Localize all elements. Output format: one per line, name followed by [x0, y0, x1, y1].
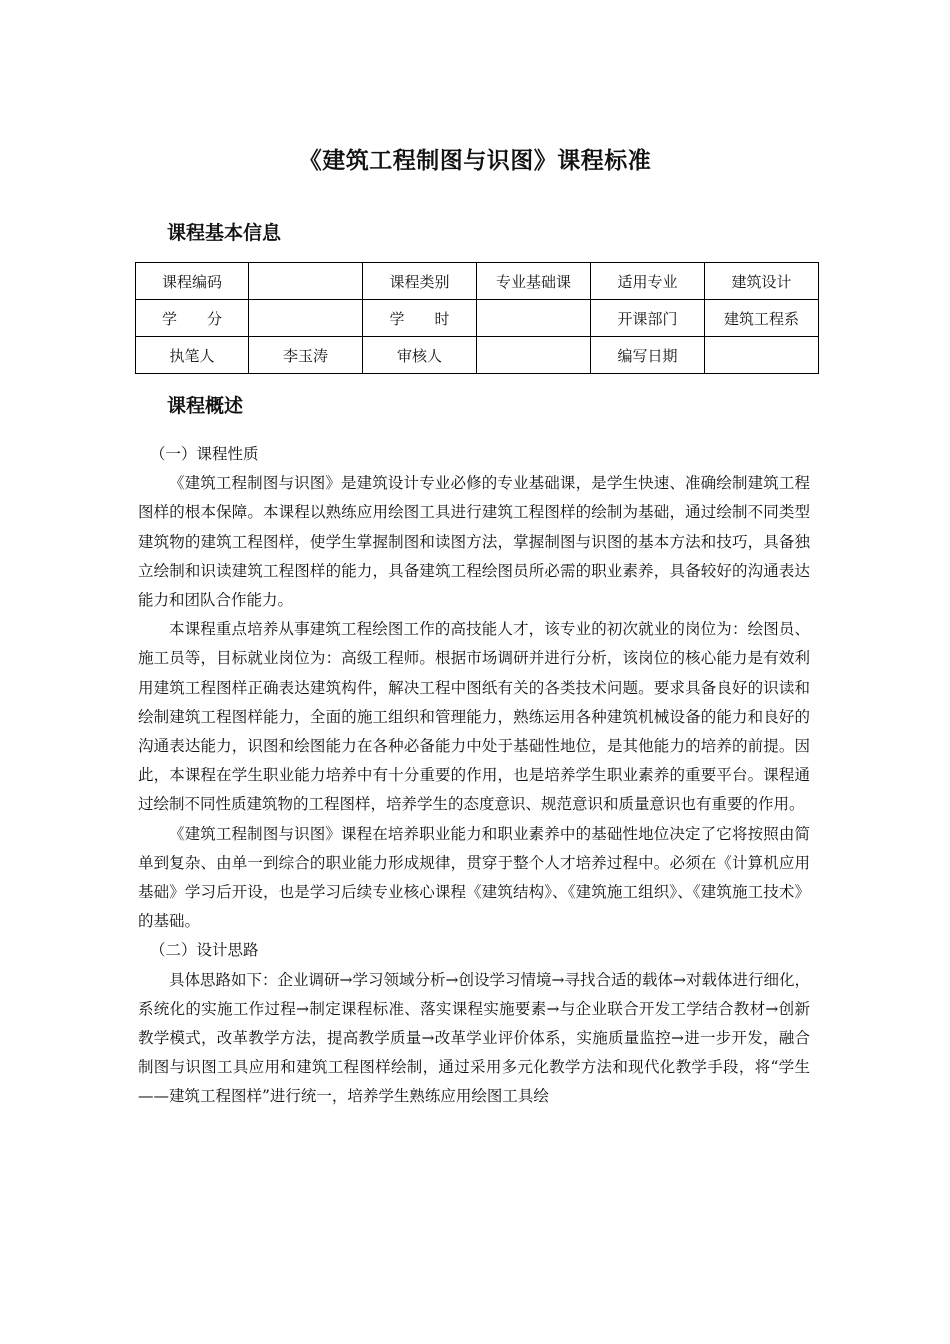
table-cell [249, 263, 363, 300]
paragraph: 具体思路如下：企业调研→学习领域分析→创设学习情境→寻找合适的载体→对载体进行细化，系统化的实施工作过程→制定课程标准、落实课程实施要素→与企业联合开发工学结合教材→创新教学模式，改革教学方法，提高教学质量→改革学业评价体系，实施质量监控→进一步开发，融合制图与识图工具应用和建筑工程图样绘制，通过采用多元化教学方法和现代化教学手段，将“学生——建筑工程图样”进行统一，培养学生熟练应用绘图工具绘 [138, 970, 810, 1106]
table-cell: 建筑工程系 [705, 300, 819, 337]
paragraph: 本课程重点培养从事建筑工程绘图工作的高技能人才，该专业的初次就业的岗位为：绘图员、施工员等，目标就业岗位为：高级工程师。根据市场调研并进行分析，该岗位的核心能力是有效利用建筑工程图样正确表达建筑构件，解决工程中图纸有关的各类技术问题。要求具备良好的识读和绘制建筑工程图样能力，全面的施工组织和管理能力，熟练运用各种建筑机械设备的能力和良好的沟通表达能力，识图和绘图能力在各种必备能力中处于基础性地位，是其他能力的培养的前提。因此，本课程在学生职业能力培养中有十分重要的作用，也是培养学生职业素养的重要平台。课程通过绘制不同性质建筑物的工程图样，培养学生的态度意识、规范意识和质量意识也有重要的作用。 [138, 620, 810, 814]
table-cell [705, 337, 819, 374]
table-cell: 课程类别 [363, 263, 477, 300]
table-cell: 开课部门 [591, 300, 705, 337]
subheading-design-approach: （二）设计思路 [150, 941, 259, 960]
document-title: 《建筑工程制图与识图》课程标准 [298, 148, 652, 174]
table-cell: 适用专业 [591, 263, 705, 300]
table-cell: 学 分 [136, 300, 249, 337]
table-row [136, 263, 819, 300]
table-cell: 专业基础课 [477, 263, 591, 300]
table-row [136, 337, 819, 374]
table-cell: 编写日期 [591, 337, 705, 374]
paragraph: 《建筑工程制图与识图》是建筑设计专业必修的专业基础课，是学生快速、准确绘制建筑工程图样的根本保障。本课程以熟练应用绘图工具进行建筑工程图样的绘制为基础，通过绘制不同类型建筑物的建筑工程图样，使学生掌握制图和读图方法，掌握制图与识图的基本方法和技巧，具备独立绘制和识读建筑工程图样的能力，具备建筑工程绘图员所必需的职业素养，具备较好的沟通表达能力和团队合作能力。 [138, 474, 810, 610]
table-cell [249, 300, 363, 337]
subheading-course-nature: （一）课程性质 [150, 445, 259, 463]
table-cell: 课程编码 [136, 263, 249, 300]
table-cell: 学 时 [363, 300, 477, 337]
table-cell: 李玉涛 [249, 337, 363, 374]
table-cell [477, 337, 591, 374]
section-heading-overview: 课程概述 [167, 395, 244, 417]
table-row [136, 300, 819, 337]
course-info-table [135, 262, 819, 374]
table-cell: 执笔人 [136, 337, 249, 374]
section-heading-basic-info: 课程基本信息 [167, 222, 282, 244]
overview-content [138, 440, 810, 1112]
table-cell: 建筑设计 [705, 263, 819, 300]
paragraph: 《建筑工程制图与识图》课程在培养职业能力和职业素养中的基础性地位决定了它将按照由简单到复杂、由单一到综合的职业能力形成规律，贯穿于整个人才培养过程中。必须在《计算机应用基础》学习后开设，也是学习后续专业核心课程《建筑结构》、《建筑施工组织》、《建筑施工技术》的基础。 [138, 824, 810, 931]
table-cell [477, 300, 591, 337]
table-cell: 审核人 [363, 337, 477, 374]
